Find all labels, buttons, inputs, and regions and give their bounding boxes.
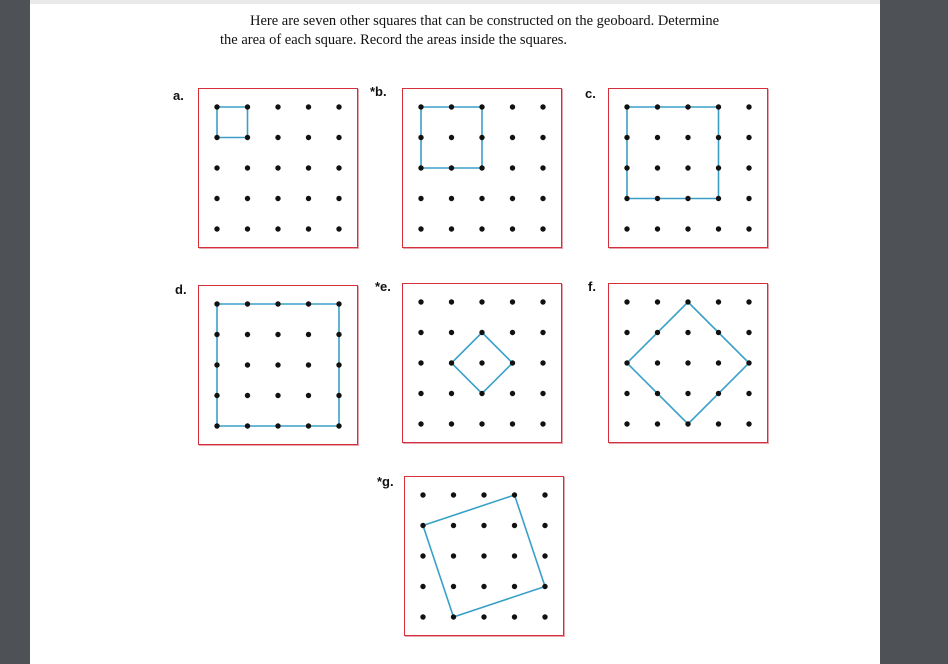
peg (451, 523, 456, 528)
peg (451, 492, 456, 497)
peg (746, 165, 751, 170)
peg (420, 492, 425, 497)
peg (245, 104, 250, 109)
peg (510, 421, 515, 426)
peg (624, 196, 629, 201)
peg (449, 135, 454, 140)
peg (481, 584, 486, 589)
peg (275, 104, 280, 109)
instructions-line-1: Here are seven other squares that can be constructed on the geoboard. Determine (250, 13, 720, 29)
peg (306, 104, 311, 109)
peg (336, 423, 341, 428)
peg (336, 393, 341, 398)
peg (481, 553, 486, 558)
peg (420, 584, 425, 589)
geoboard-a (198, 88, 358, 248)
peg (510, 391, 515, 396)
peg (481, 614, 486, 619)
peg (449, 360, 454, 365)
peg (685, 421, 690, 426)
peg (624, 299, 629, 304)
peg (245, 135, 250, 140)
peg (716, 330, 721, 335)
peg (449, 165, 454, 170)
square-outline (627, 107, 719, 199)
peg (540, 226, 545, 231)
peg (716, 226, 721, 231)
peg (336, 196, 341, 201)
peg (540, 360, 545, 365)
peg (540, 196, 545, 201)
peg (245, 332, 250, 337)
peg (214, 226, 219, 231)
peg (214, 104, 219, 109)
peg (418, 299, 423, 304)
peg (685, 360, 690, 365)
peg (420, 523, 425, 528)
geoboard-d-drawing (199, 286, 356, 443)
peg (479, 330, 484, 335)
label-d: d. (175, 282, 187, 297)
peg (418, 226, 423, 231)
peg (542, 584, 547, 589)
peg (420, 553, 425, 558)
label-e: *e. (375, 279, 391, 294)
peg (418, 391, 423, 396)
peg (275, 301, 280, 306)
peg (746, 391, 751, 396)
peg (655, 391, 660, 396)
peg (449, 104, 454, 109)
geoboard-b (402, 88, 562, 248)
peg (275, 362, 280, 367)
peg (418, 196, 423, 201)
peg (275, 135, 280, 140)
peg (418, 360, 423, 365)
peg (275, 226, 280, 231)
peg (746, 196, 751, 201)
peg (245, 196, 250, 201)
peg (624, 135, 629, 140)
peg (746, 104, 751, 109)
label-a: a. (173, 88, 184, 103)
peg (716, 391, 721, 396)
peg (336, 165, 341, 170)
peg (655, 299, 660, 304)
geoboard-g-drawing (405, 477, 562, 634)
peg (624, 421, 629, 426)
peg (275, 196, 280, 201)
geoboard-e-drawing (403, 284, 560, 441)
peg (542, 614, 547, 619)
peg (306, 423, 311, 428)
peg (245, 393, 250, 398)
peg (420, 614, 425, 619)
peg (245, 301, 250, 306)
peg (540, 165, 545, 170)
peg (655, 330, 660, 335)
peg (716, 104, 721, 109)
peg (655, 165, 660, 170)
peg (540, 135, 545, 140)
peg (540, 299, 545, 304)
peg (540, 330, 545, 335)
peg (449, 421, 454, 426)
label-f: f. (588, 279, 596, 294)
peg (746, 299, 751, 304)
peg (214, 196, 219, 201)
peg (512, 584, 517, 589)
peg (540, 104, 545, 109)
square-outline (217, 107, 248, 138)
peg (214, 423, 219, 428)
peg (685, 104, 690, 109)
peg (336, 104, 341, 109)
peg (275, 332, 280, 337)
peg (479, 226, 484, 231)
peg (214, 301, 219, 306)
peg (512, 553, 517, 558)
peg (479, 135, 484, 140)
peg (746, 360, 751, 365)
peg (716, 299, 721, 304)
peg (510, 135, 515, 140)
peg (306, 393, 311, 398)
peg (214, 362, 219, 367)
peg (510, 299, 515, 304)
peg (479, 391, 484, 396)
peg (746, 135, 751, 140)
peg (716, 135, 721, 140)
peg (510, 104, 515, 109)
peg (685, 165, 690, 170)
peg (624, 104, 629, 109)
geoboard-e (402, 283, 562, 443)
peg (716, 360, 721, 365)
peg (746, 421, 751, 426)
peg (449, 330, 454, 335)
peg (512, 492, 517, 497)
peg (306, 135, 311, 140)
peg (510, 165, 515, 170)
peg (479, 360, 484, 365)
peg (451, 614, 456, 619)
peg (336, 301, 341, 306)
peg (306, 165, 311, 170)
peg (685, 330, 690, 335)
peg (716, 165, 721, 170)
peg (479, 196, 484, 201)
peg (746, 226, 751, 231)
peg (512, 523, 517, 528)
instructions-text (220, 12, 780, 50)
peg (624, 330, 629, 335)
peg (685, 391, 690, 396)
peg (479, 299, 484, 304)
peg (214, 135, 219, 140)
peg (542, 523, 547, 528)
geoboard-g (404, 476, 564, 636)
peg (418, 421, 423, 426)
peg (418, 330, 423, 335)
peg (418, 104, 423, 109)
peg (275, 393, 280, 398)
peg (245, 362, 250, 367)
peg (451, 584, 456, 589)
peg (540, 421, 545, 426)
peg (306, 332, 311, 337)
peg (624, 226, 629, 231)
peg (510, 196, 515, 201)
peg (481, 492, 486, 497)
peg (336, 332, 341, 337)
geoboard-c (608, 88, 768, 248)
label-c: c. (585, 86, 596, 101)
peg (716, 421, 721, 426)
peg (655, 104, 660, 109)
peg (451, 553, 456, 558)
peg (655, 196, 660, 201)
peg (512, 614, 517, 619)
peg (245, 165, 250, 170)
peg (510, 360, 515, 365)
peg (542, 492, 547, 497)
peg (479, 104, 484, 109)
peg (624, 360, 629, 365)
peg (655, 135, 660, 140)
peg (655, 421, 660, 426)
instructions-line-2: the area of each square. Record the areas inside the squares. (220, 32, 568, 48)
peg (479, 421, 484, 426)
peg (540, 391, 545, 396)
peg (624, 165, 629, 170)
peg (685, 196, 690, 201)
peg (685, 135, 690, 140)
peg (306, 301, 311, 306)
peg (479, 165, 484, 170)
peg (336, 135, 341, 140)
peg (716, 196, 721, 201)
label-b: *b. (370, 84, 387, 99)
label-g: *g. (377, 474, 394, 489)
peg (275, 423, 280, 428)
peg (449, 196, 454, 201)
peg (624, 391, 629, 396)
geoboard-a-drawing (199, 89, 356, 246)
peg (306, 362, 311, 367)
peg (481, 523, 486, 528)
peg (214, 165, 219, 170)
peg (510, 330, 515, 335)
peg (214, 393, 219, 398)
peg (510, 226, 515, 231)
geoboard-f-drawing (609, 284, 766, 441)
peg (542, 553, 547, 558)
peg (685, 299, 690, 304)
geoboard-c-drawing (609, 89, 766, 246)
peg (245, 226, 250, 231)
peg (418, 135, 423, 140)
peg (655, 360, 660, 365)
peg (306, 226, 311, 231)
peg (336, 362, 341, 367)
peg (685, 226, 690, 231)
peg (449, 391, 454, 396)
peg (336, 226, 341, 231)
peg (306, 196, 311, 201)
geoboard-f (608, 283, 768, 443)
peg (746, 330, 751, 335)
peg (275, 165, 280, 170)
geoboard-b-drawing (403, 89, 560, 246)
peg (214, 332, 219, 337)
peg (655, 226, 660, 231)
geoboard-d (198, 285, 358, 445)
peg (245, 423, 250, 428)
peg (418, 165, 423, 170)
peg (449, 299, 454, 304)
peg (449, 226, 454, 231)
